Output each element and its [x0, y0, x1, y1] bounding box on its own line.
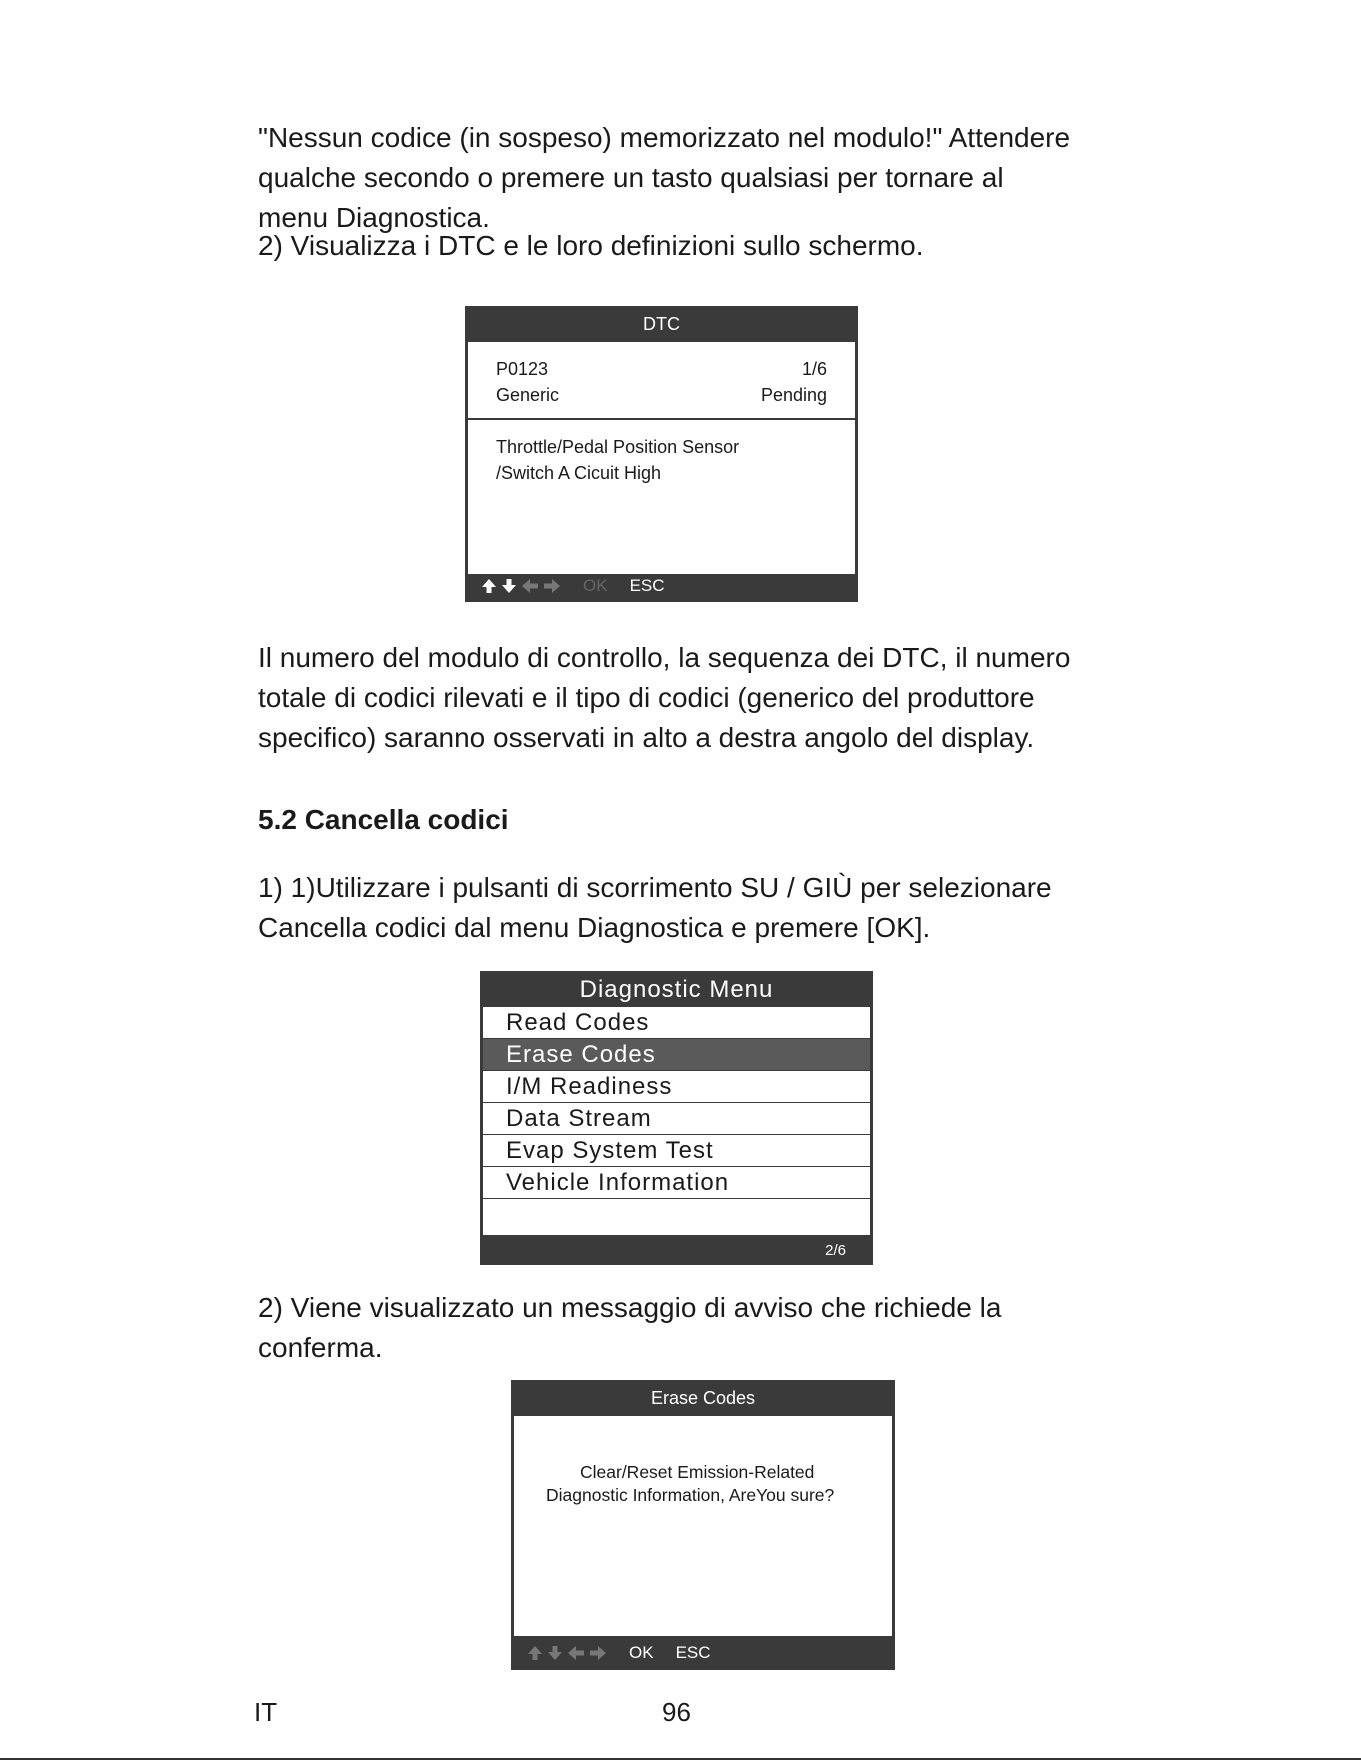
menu-item-data-stream[interactable]: Data Stream — [483, 1103, 870, 1135]
menu-item-read-codes[interactable]: Read Codes — [483, 1007, 870, 1039]
diagnostic-menu-list — [483, 1007, 870, 1235]
section-heading: 5.2 Cancella codici — [258, 804, 509, 835]
paragraph-explanation: Il numero del modulo di controllo, la sequenza dei DTC, il numero totale di codici rilevati e il tipo di codici (generico del produttore specifico) saranno osservati in alto a destra angolo del display. — [258, 642, 1071, 753]
bottom-rule — [0, 1758, 1361, 1760]
paragraph-view-dtc: 2) Visualizza i DTC e le loro definizioni sullo schermo. — [258, 230, 924, 261]
arrow-down-icon[interactable] — [501, 578, 517, 594]
arrow-left-icon[interactable] — [567, 1645, 585, 1661]
dtc-screen-body — [468, 342, 855, 574]
erase-codes-body — [514, 1416, 892, 1636]
erase-codes-title: Erase Codes — [650, 1388, 756, 1408]
erase-ok-label[interactable]: OK — [629, 1643, 654, 1662]
page-number: 96 — [662, 1697, 691, 1727]
menu-item-evap-system-test[interactable]: Evap System Test — [483, 1135, 870, 1167]
diagnostic-menu-screen — [480, 971, 873, 1265]
arrow-up-icon[interactable] — [527, 1645, 543, 1661]
erase-codes-footer — [511, 1636, 895, 1670]
dtc-description-line1: Throttle/Pedal Position Sensor — [496, 437, 740, 457]
dtc-screen-title: DTC — [643, 314, 680, 334]
menu-item-erase-codes[interactable]: Erase Codes — [483, 1039, 870, 1071]
dtc-code: P0123 — [496, 359, 549, 379]
erase-esc-label[interactable]: ESC — [675, 1643, 711, 1662]
arrow-left-icon[interactable] — [521, 578, 539, 594]
menu-item-empty — [483, 1199, 870, 1231]
paragraph-step1: 1) 1)Utilizzare i pulsanti di scorrimento SU / GIÙ per selezionare Cancella codici dal menu Diagnostica e premere [OK]. — [258, 872, 1052, 943]
dtc-screen-footer — [465, 570, 858, 602]
dtc-esc-label[interactable]: ESC — [629, 576, 665, 595]
diagnostic-menu-title: Diagnostic Menu — [579, 976, 774, 1003]
erase-codes-screen — [511, 1380, 895, 1670]
dtc-index: 1/6 — [801, 359, 827, 379]
dtc-status: Pending — [760, 385, 827, 405]
arrow-down-icon[interactable] — [547, 1645, 563, 1661]
dtc-ok-label[interactable]: OK — [583, 576, 608, 595]
arrow-right-icon[interactable] — [543, 578, 561, 594]
paragraph-no-codes: "Nessun codice (in sospeso) memorizzato nel modulo!" Attendere qualche secondo o premere un tasto qualsiasi per tornare al menu Diagnostica. — [258, 122, 1071, 233]
paragraph-step2: 2) Viene visualizzato un messaggio di avviso che richiede la conferma. — [258, 1292, 1002, 1363]
dtc-description-line2: /Switch A Cicuit High — [496, 463, 662, 483]
dtc-divider — [468, 418, 855, 420]
dtc-screen — [465, 306, 858, 602]
menu-item-im-readiness[interactable]: I/M Readiness — [483, 1071, 870, 1103]
erase-confirm-message: Clear/Reset Emission-Related Diagnostic Information, AreYou sure? — [546, 1462, 835, 1505]
dtc-type: Generic — [496, 385, 560, 405]
menu-item-vehicle-information[interactable]: Vehicle Information — [483, 1167, 870, 1199]
diagnostic-menu-footer — [480, 1235, 873, 1265]
language-label: IT — [254, 1697, 278, 1727]
arrow-up-icon[interactable] — [481, 578, 497, 594]
menu-page-indicator: 2/6 — [825, 1241, 846, 1259]
arrow-right-icon[interactable] — [589, 1645, 607, 1661]
